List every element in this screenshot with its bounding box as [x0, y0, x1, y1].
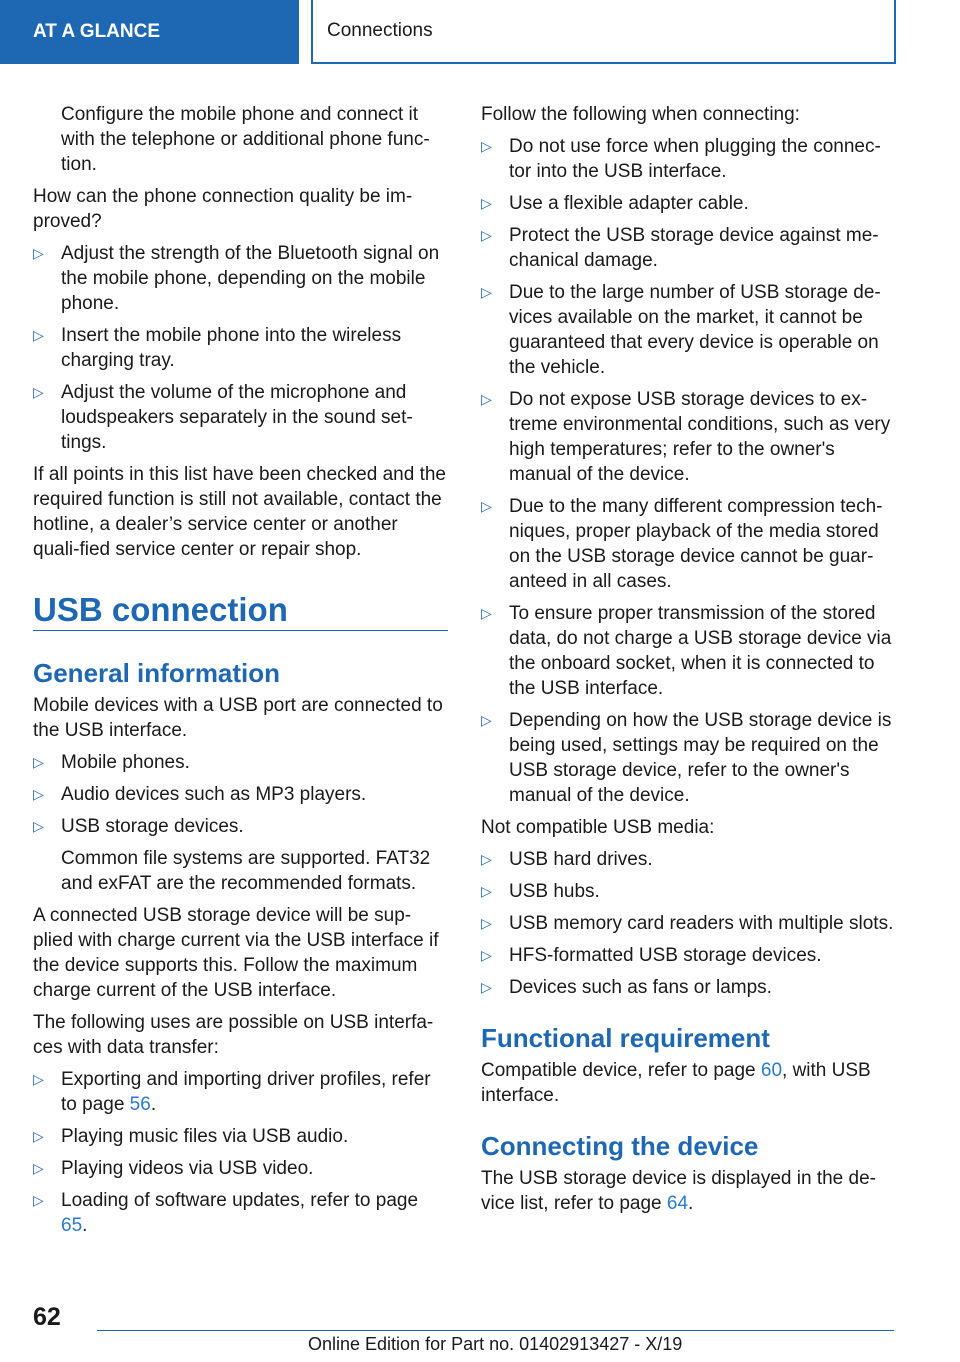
functional-requirement-heading: Functional requirement — [481, 1023, 770, 1053]
triangle-right-icon: ▷ — [33, 786, 44, 802]
list-item: ▷ Loading of software updates, refer to page 65. — [33, 1190, 419, 1236]
triangle-right-icon: ▷ — [481, 947, 492, 963]
footer-divider — [97, 1330, 894, 1331]
general-paragraph: Mobile devices with a USB port are connected to the USB interface. — [33, 695, 443, 741]
connecting-paragraph: The USB storage device is displayed in the de-vice list, refer to page 64. — [481, 1168, 876, 1214]
list-item: ▷ Depending on how the USB storage device is being used, settings may be required on the USB storage device, refer to the owner's manual of the device. — [481, 710, 892, 806]
not-compatible-list — [481, 847, 901, 1000]
triangle-right-icon: ▷ — [33, 1128, 44, 1144]
triangle-right-icon: ▷ — [33, 1192, 44, 1208]
list-item: ▷ Due to the many different compression tech-niques, proper playback of the media stored on the USB storage device cannot be guar-anteed in all cases. — [481, 496, 883, 592]
general-information-heading: General information — [33, 658, 281, 688]
list-item: ▷ Due to the large number of USB storage de-vices available on the market, it cannot be guaranteed that every device is operable on the vehicle. — [481, 282, 881, 378]
list-item: ▷ To ensure proper transmission of the stored data, do not charge a USB storage device via the onboard socket, when it is connected to the USB interface. — [481, 603, 892, 699]
page-link[interactable]: 60 — [760, 1060, 783, 1081]
triangle-right-icon: ▷ — [481, 138, 492, 154]
triangle-right-icon: ▷ — [33, 1071, 44, 1087]
triangle-right-icon: ▷ — [33, 818, 44, 834]
functional-paragraph: Compatible device, refer to page 60, with USB interface. — [481, 1060, 871, 1106]
section-tab[interactable] — [0, 0, 299, 64]
left-column — [33, 102, 448, 1245]
quality-question: How can the phone connection quality be im-proved? — [33, 186, 413, 232]
triangle-right-icon: ▷ — [481, 391, 492, 407]
list-item: ▷ Insert the mobile phone into the wireless charging tray. — [33, 325, 402, 371]
list-item: ▷ USB storage devices. Common file systems are supported. FAT32 and exFAT are the recommended formats. — [33, 814, 448, 896]
list-item: ▷ Adjust the strength of the Bluetooth signal on the mobile phone, depending on the mobile phone. — [33, 243, 440, 314]
quality-list — [33, 241, 448, 455]
triangle-right-icon: ▷ — [481, 915, 492, 931]
list-item: ▷ USB memory card readers with multiple slots. — [481, 913, 894, 934]
uses-paragraph: The following uses are possible on USB interfa-ces with data transfer: — [33, 1012, 434, 1058]
triangle-right-icon: ▷ — [481, 605, 492, 621]
list-item: ▷ Use a flexible adapter cable. — [481, 193, 749, 214]
edition-footer: Online Edition for Part no. 01402913427 - X/19 — [308, 1334, 683, 1354]
triangle-right-icon: ▷ — [481, 498, 492, 514]
section-title: AT A GLANCE — [33, 21, 161, 42]
triangle-right-icon: ▷ — [33, 754, 44, 770]
triangle-right-icon: ▷ — [481, 979, 492, 995]
list-item: ▷ Protect the USB storage device against me-chanical damage. — [481, 225, 879, 271]
triangle-right-icon: ▷ — [33, 327, 44, 343]
page-number: 62 — [33, 1303, 61, 1331]
triangle-right-icon: ▷ — [481, 195, 492, 211]
list-item: ▷ Playing music files via USB audio. — [33, 1126, 349, 1147]
intro-paragraph: Configure the mobile phone and connect it with the telephone or additional phone func-tion. — [61, 104, 430, 175]
triangle-right-icon: ▷ — [481, 712, 492, 728]
triangle-right-icon: ▷ — [481, 883, 492, 899]
list-item: ▷ Exporting and importing driver profiles, refer to page 56. — [33, 1069, 431, 1115]
uses-list — [33, 1067, 448, 1238]
triangle-right-icon: ▷ — [33, 245, 44, 261]
right-column — [481, 102, 901, 1223]
list-item: ▷ USB hard drives. — [481, 849, 653, 870]
list-item: ▷ Audio devices such as MP3 players. — [33, 784, 367, 805]
after-list-paragraph: If all points in this list have been checked and the required function is still not available, contact the hotline, a dealer’s service center or another quali-fied service center or repair shop. — [33, 464, 446, 560]
list-item: ▷ HFS-formatted USB storage devices. — [481, 945, 822, 966]
list-item: ▷ Do not expose USB storage devices to ex-treme environmental conditions, such as very high temperatures; refer to the owner's manual of the device. — [481, 389, 891, 485]
not-compatible-paragraph: Not compatible USB media: — [481, 817, 715, 838]
list-item: ▷ Do not use force when plugging the connec-tor into the USB interface. — [481, 136, 881, 182]
list-item: ▷ Playing videos via USB video. — [33, 1158, 314, 1179]
file-systems-note: Common file systems are supported. FAT32 and exFAT are the recommended formats. — [61, 848, 431, 894]
triangle-right-icon: ▷ — [481, 227, 492, 243]
list-item: ▷ Adjust the volume of the microphone and loudspeakers separately in the sound set-tings. — [33, 382, 413, 453]
connecting-device-heading: Connecting the device — [481, 1131, 759, 1161]
list-item: ▷ Mobile phones. — [33, 752, 190, 773]
triangle-right-icon: ▷ — [33, 384, 44, 400]
page-link[interactable]: 65 — [61, 1215, 83, 1236]
list-item: ▷ Devices such as fans or lamps. — [481, 977, 772, 998]
page-link[interactable]: 64 — [666, 1193, 689, 1214]
triangle-right-icon: ▷ — [33, 1160, 44, 1176]
charge-paragraph: A connected USB storage device will be sup-plied with charge current via the USB interface if the device supports this. Follow the maximum charge current of the USB interface. — [33, 905, 439, 1001]
chapter-title: Connections — [327, 20, 433, 41]
follow-paragraph: Follow the following when connecting: — [481, 104, 800, 125]
triangle-right-icon: ▷ — [481, 284, 492, 300]
usb-connection-heading: USB connection — [33, 590, 448, 631]
page-link[interactable]: 56 — [129, 1094, 151, 1115]
list-item: ▷ USB hubs. — [481, 881, 600, 902]
follow-list — [481, 134, 901, 808]
chapter-tab[interactable] — [311, 0, 896, 64]
triangle-right-icon: ▷ — [481, 851, 492, 867]
device-list — [33, 750, 448, 896]
